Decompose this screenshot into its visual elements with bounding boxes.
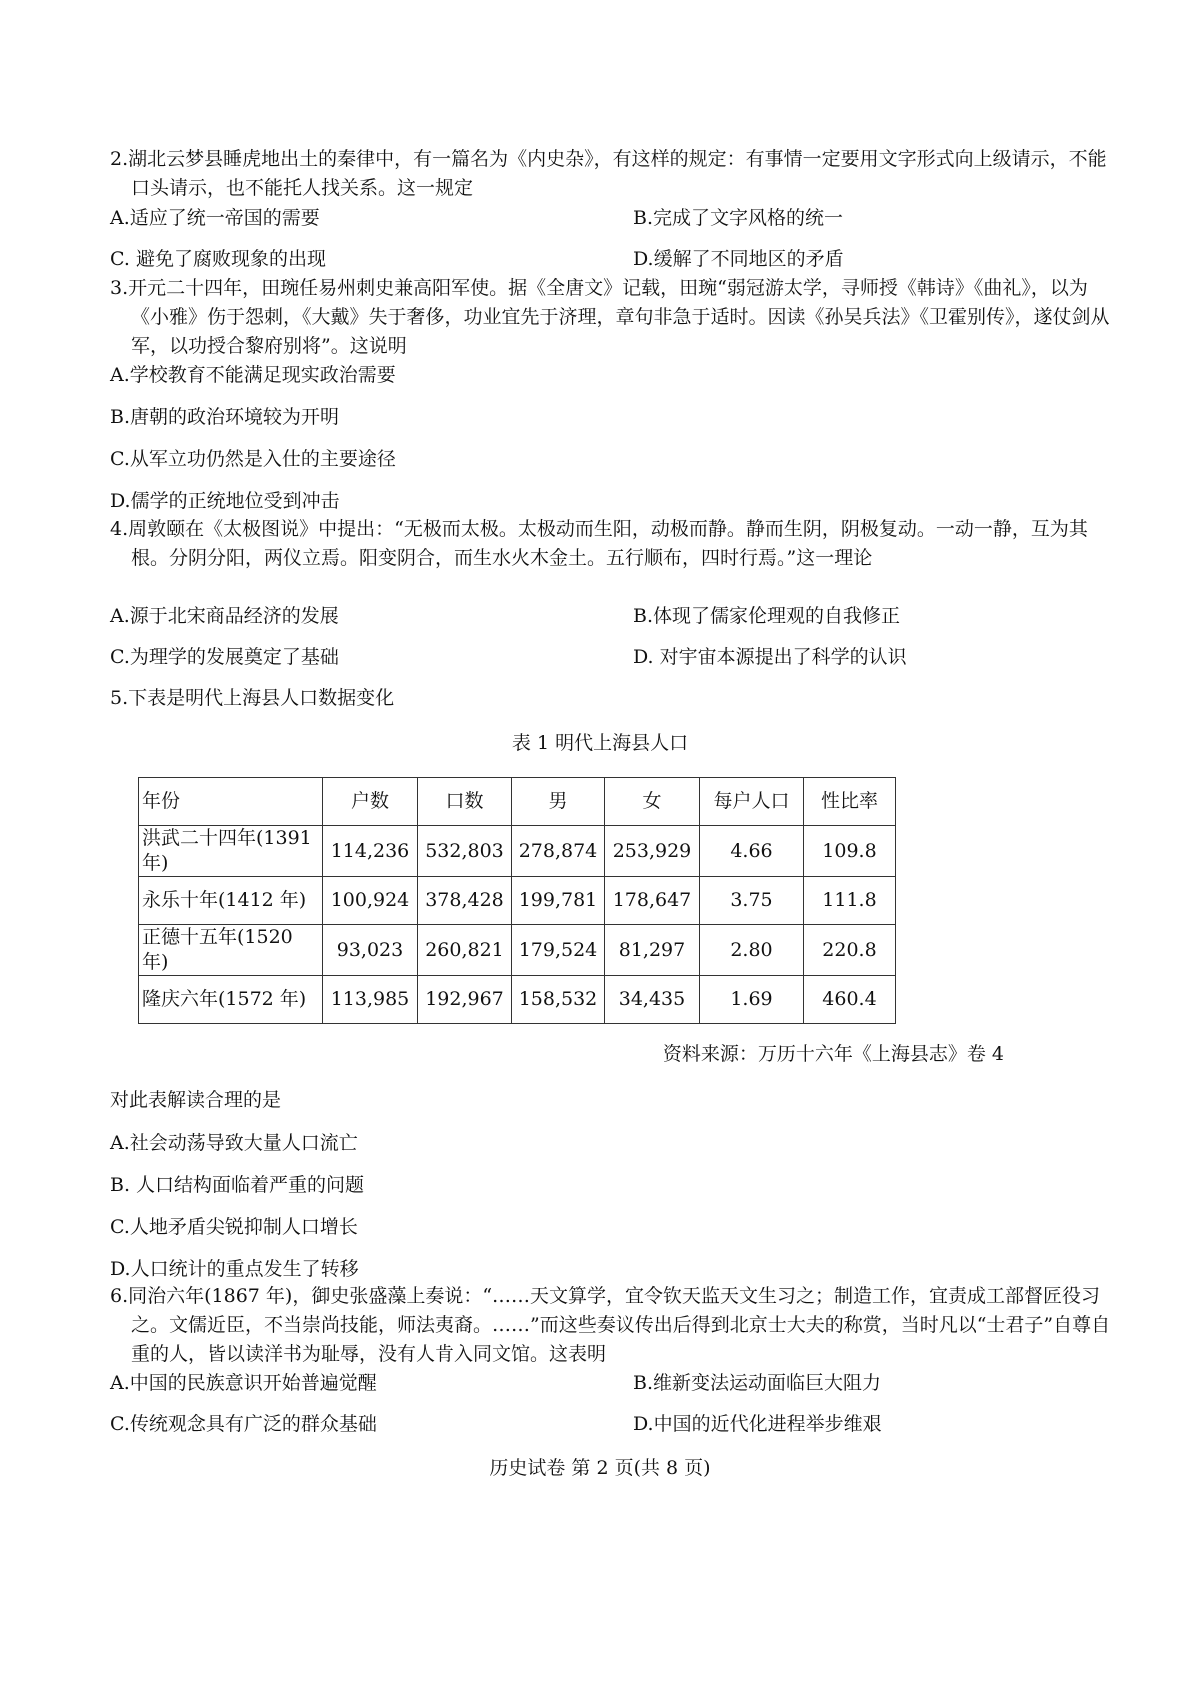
question-6-option-c: C.传统观念具有广泛的群众基础: [110, 1413, 377, 1435]
question-5-option-d: D.人口统计的重点发生了转移: [110, 1258, 359, 1280]
question-4-stem: 4.周敦颐在《太极图说》中提出：“无极而太极。太极动而生阳，动极而静。静而生阴，阴极复动。一动一静，互为其根。分阴分阳，两仪立焉。阳变阴合，而生水火木金土。五行顺布，四时行焉。”这一理论: [110, 518, 1088, 569]
table-cell: 洪武二十四年(1391年): [139, 826, 323, 877]
table-row: [139, 877, 896, 925]
question-2-option-c: C. 避免了腐败现象的出现: [110, 248, 326, 270]
table-cell: 111.8: [804, 877, 896, 925]
question-2-option-a: A.适应了统一帝国的需要: [110, 207, 320, 229]
header-cell: 女: [605, 778, 700, 826]
table-cell: 179,524: [512, 925, 605, 976]
question-4-option-c: C.为理学的发展奠定了基础: [110, 646, 339, 668]
header-cell: 男: [512, 778, 605, 826]
question-6-stem: 6.同治六年(1867 年)，御史张盛藻上奏说：“……天文算学，宜令钦天监天文生习之；制造工作，宜责成工部督匠役习之。文儒近臣，不当崇尚技能，师法夷裔。……”而这些奏议传出后得到北京士大夫的称赏，当时凡以“士君子”自尊自重的人，皆以读洋书为耻辱，没有人肯入同文馆。这表明: [110, 1285, 1111, 1365]
table-cell: 460.4: [804, 976, 896, 1024]
question-3-option-c: C.从军立功仍然是入仕的主要途径: [110, 448, 396, 470]
question-2-stem: 2.湖北云梦县睡虎地出土的秦律中，有一篇名为《内史杂》，有这样的规定：有事情一定要用文字形式向上级请示，不能口头请示，也不能托人找关系。这一规定: [110, 148, 1107, 199]
table-cell: 278,874: [512, 826, 605, 877]
header-cell: 性比率: [804, 778, 896, 826]
table-cell: 178,647: [605, 877, 700, 925]
question-3-option-b: B.唐朝的政治环境较为开明: [110, 406, 340, 428]
table-cell: 192,967: [418, 976, 512, 1024]
question-5-lead: 对此表解读合理的是: [110, 1089, 282, 1111]
table-cell: 隆庆六年(1572 年): [139, 976, 323, 1024]
question-6-option-a: A.中国的民族意识开始普遍觉醒: [110, 1372, 377, 1394]
table-cell: 260,821: [418, 925, 512, 976]
table-cell: 100,924: [323, 877, 418, 925]
table-row: [139, 976, 896, 1024]
table-row: [139, 826, 896, 877]
question-5-option-a: A.社会动荡导致大量人口流亡: [110, 1132, 358, 1154]
table-cell: 114,236: [323, 826, 418, 877]
table-cell: 3.75: [700, 877, 804, 925]
page-footer: 历史试卷 第 2 页(共 8 页): [489, 1457, 711, 1479]
table-cell: 199,781: [512, 877, 605, 925]
header-cell: 户数: [323, 778, 418, 826]
question-4-option-b: B.体现了儒家伦理观的自我修正: [633, 605, 901, 627]
table-cell: 4.66: [700, 826, 804, 877]
table-cell: 93,023: [323, 925, 418, 976]
question-3-option-d: D.儒学的正统地位受到冲击: [110, 490, 340, 512]
question-6-option-d: D.中国的近代化进程举步维艰: [633, 1413, 882, 1435]
question-6-option-b: B.维新变法运动面临巨大阻力: [633, 1372, 882, 1394]
table-cell: 378,428: [418, 877, 512, 925]
question-2-option-b: B.完成了文字风格的统一: [633, 207, 844, 229]
question-2-option-d: D.缓解了不同地区的矛盾: [633, 248, 844, 270]
header-cell: 口数: [418, 778, 512, 826]
table-cell: 532,803: [418, 826, 512, 877]
question-5-option-c: C.人地矛盾尖锐抑制人口增长: [110, 1216, 358, 1238]
question-4-option-d: D. 对宇宙本源提出了科学的认识: [633, 646, 907, 668]
table-cell: 34,435: [605, 976, 700, 1024]
table-cell: 109.8: [804, 826, 896, 877]
question-4-option-a: A.源于北宋商品经济的发展: [110, 605, 339, 627]
header-cell: 年份: [139, 778, 323, 826]
table-cell: 2.80: [700, 925, 804, 976]
population-table: [138, 777, 896, 1024]
question-3-stem: 3.开元二十四年，田琬任易州刺史兼高阳军使。据《全唐文》记载，田琬“弱冠游太学，寻师授《韩诗》《曲礼》，以为《小雅》伤于怨刺，《大戴》失于奢侈，功业宜先于济理，章句非急于适时。因读《孙吴兵法》《卫霍别传》，遂仗剑从军，以功授合黎府别将”。这说明: [110, 277, 1110, 357]
table-caption: 表 1 明代上海县人口: [511, 732, 689, 754]
table-cell: 220.8: [804, 925, 896, 976]
question-5-stem: 5.下表是明代上海县人口数据变化: [110, 687, 395, 709]
table-cell: 1.69: [700, 976, 804, 1024]
question-5-option-b: B. 人口结构面临着严重的问题: [110, 1174, 365, 1196]
question-3-option-a: A.学校教育不能满足现实政治需要: [110, 364, 396, 386]
table-cell: 253,929: [605, 826, 700, 877]
table-cell: 113,985: [323, 976, 418, 1024]
table-cell: 永乐十年(1412 年): [139, 877, 323, 925]
table-cell: 正德十五年(1520年): [139, 925, 323, 976]
table-header-row: [139, 778, 896, 826]
header-cell: 每户人口: [700, 778, 804, 826]
table-row: [139, 925, 896, 976]
table-cell: 81,297: [605, 925, 700, 976]
table-cell: 158,532: [512, 976, 605, 1024]
table-source: 资料来源：万历十六年《上海县志》卷 4: [662, 1043, 1004, 1065]
